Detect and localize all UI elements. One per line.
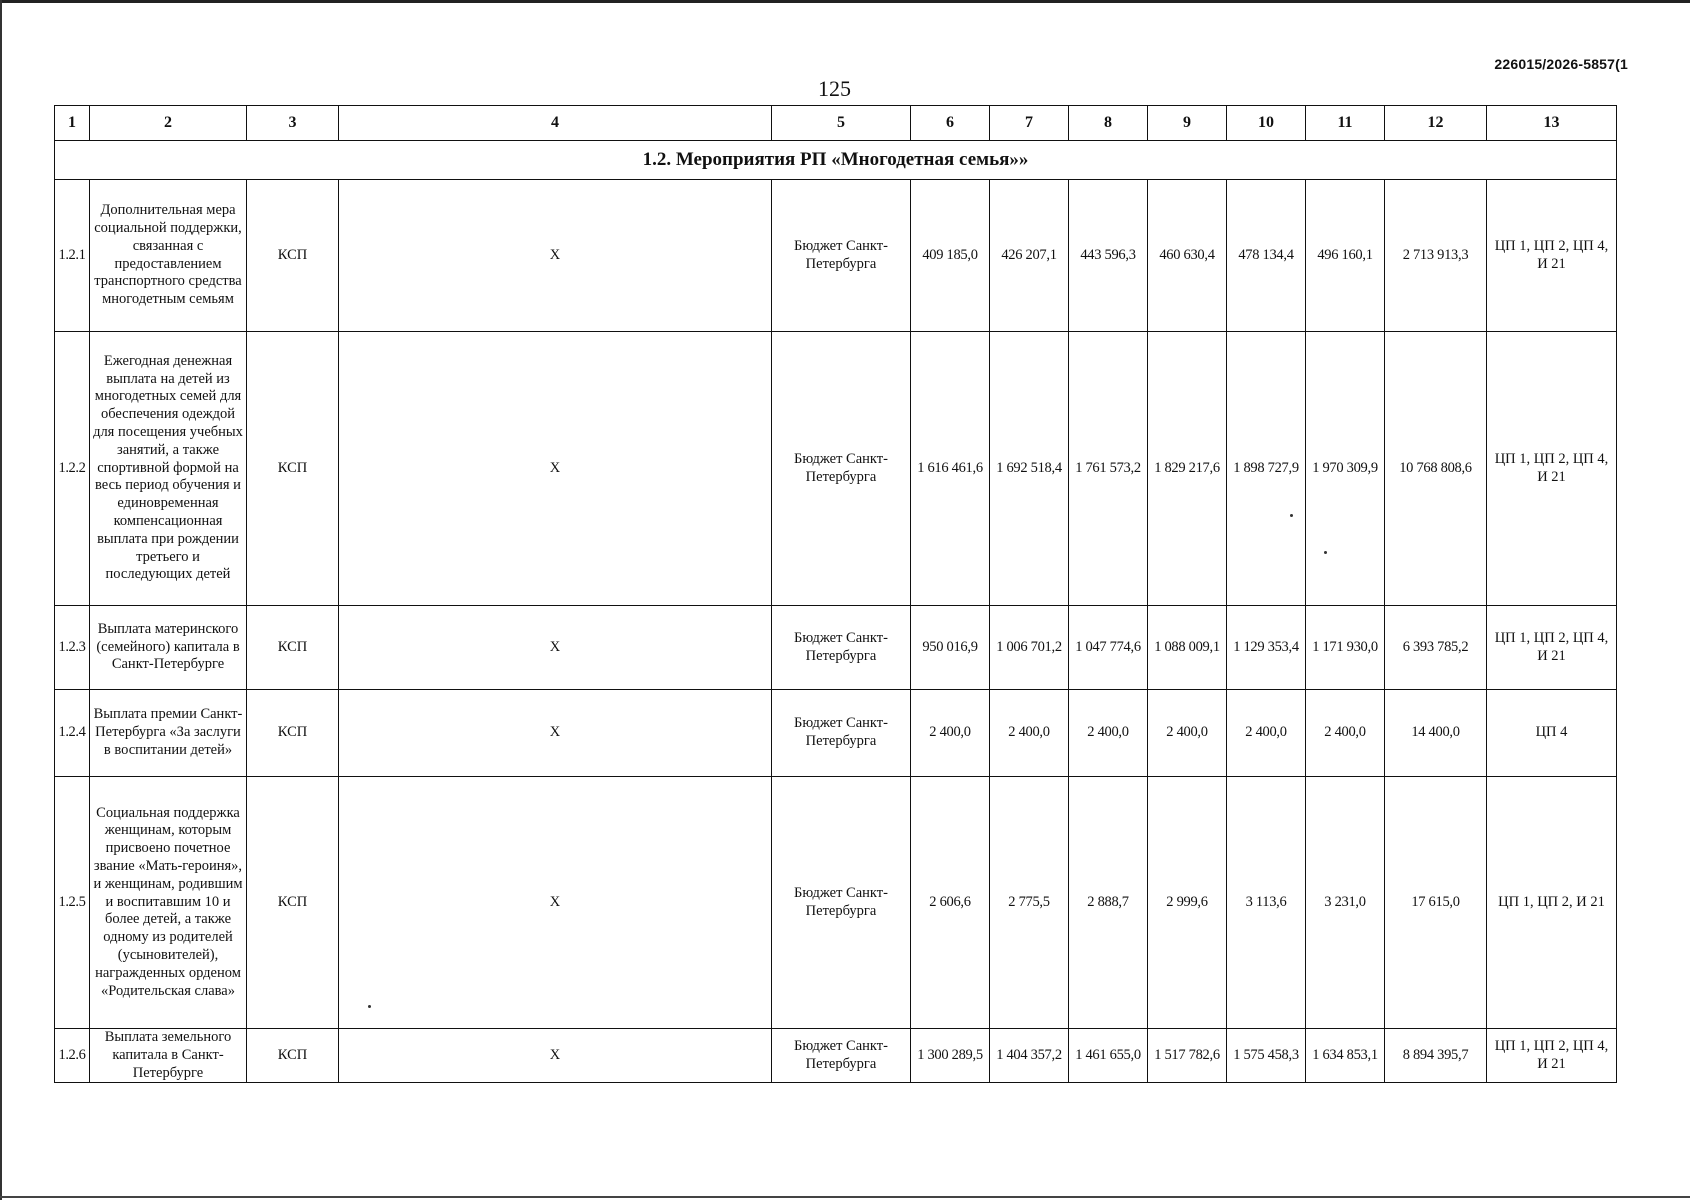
table-row [55,332,1617,606]
row-value: 2 400,0 [990,690,1069,777]
table-row [55,180,1617,332]
row-value: 443 596,3 [1069,180,1148,332]
row-source: Бюджет Санкт-Петербурга [772,1029,911,1083]
row-value: 1 761 573,2 [1069,332,1148,606]
row-total: 14 400,0 [1385,690,1487,777]
column-header: 11 [1306,106,1385,141]
row-value: 1 616 461,6 [911,332,990,606]
row-value: 3 231,0 [1306,777,1385,1029]
section-title: 1.2. Мероприятия РП «Многодетная семья»» [55,141,1617,180]
row-value: 1 171 930,0 [1306,606,1385,690]
row-value: 1 047 774,6 [1069,606,1148,690]
row-executor: КСП [247,777,339,1029]
column-header: 10 [1227,106,1306,141]
row-name: Дополнительная мера социальной поддержки, связанная с предоставлением транспортного средства многодетным семьям [90,180,247,332]
row-value: 2 606,6 [911,777,990,1029]
row-value: 2 400,0 [1227,690,1306,777]
table-row [55,777,1617,1029]
page-number: 125 [818,76,851,101]
row-value: 2 888,7 [1069,777,1148,1029]
program-table [54,105,1617,1083]
row-value: 2 400,0 [1306,690,1385,777]
scan-top-border [0,0,1690,3]
row-value: 478 134,4 [1227,180,1306,332]
row-value: 460 630,4 [1148,180,1227,332]
row-value: 1 692 518,4 [990,332,1069,606]
row-col4: X [339,332,772,606]
row-source: Бюджет Санкт-Петербурга [772,332,911,606]
row-targets: ЦП 1, ЦП 2, И 21 [1487,777,1617,1029]
row-targets: ЦП 1, ЦП 2, ЦП 4, И 21 [1487,180,1617,332]
row-value: 1 129 353,4 [1227,606,1306,690]
row-targets: ЦП 1, ЦП 2, ЦП 4, И 21 [1487,332,1617,606]
column-header: 13 [1487,106,1617,141]
column-header: 6 [911,106,990,141]
row-total: 2 713 913,3 [1385,180,1487,332]
scan-bottom-border [0,1196,1690,1198]
row-total: 6 393 785,2 [1385,606,1487,690]
row-index: 1.2.6 [55,1029,90,1083]
row-executor: КСП [247,180,339,332]
scan-speck [1324,551,1327,554]
row-value: 2 775,5 [990,777,1069,1029]
row-value: 2 400,0 [1148,690,1227,777]
row-value: 409 185,0 [911,180,990,332]
table-row [55,1029,1617,1083]
column-header-row [55,106,1617,141]
row-executor: КСП [247,690,339,777]
row-total: 10 768 808,6 [1385,332,1487,606]
row-targets: ЦП 1, ЦП 2, ЦП 4, И 21 [1487,1029,1617,1083]
row-value: 2 999,6 [1148,777,1227,1029]
column-header: 9 [1148,106,1227,141]
row-value: 1 404 357,2 [990,1029,1069,1083]
row-value: 950 016,9 [911,606,990,690]
row-index: 1.2.4 [55,690,90,777]
row-name: Выплата земельного капитала в Санкт-Петербурге [90,1029,247,1083]
row-col4: X [339,690,772,777]
row-index: 1.2.5 [55,777,90,1029]
scan-left-border [0,0,2,1200]
row-executor: КСП [247,332,339,606]
row-value: 2 400,0 [911,690,990,777]
row-value: 1 575 458,3 [1227,1029,1306,1083]
row-source: Бюджет Санкт-Петербурга [772,180,911,332]
row-index: 1.2.2 [55,332,90,606]
column-header: 1 [55,106,90,141]
section-title-row [55,141,1617,180]
row-value: 1 088 009,1 [1148,606,1227,690]
row-value: 1 829 217,6 [1148,332,1227,606]
row-index: 1.2.3 [55,606,90,690]
column-header: 7 [990,106,1069,141]
row-value: 1 300 289,5 [911,1029,990,1083]
column-header: 4 [339,106,772,141]
row-source: Бюджет Санкт-Петербурга [772,606,911,690]
row-value: 2 400,0 [1069,690,1148,777]
table-row [55,606,1617,690]
row-value: 1 898 727,9 [1227,332,1306,606]
row-name: Ежегодная денежная выплата на детей из многодетных семей для обеспечения одеждой для посещения учебных занятий, а также спортивной формой на весь период обучения и единовременная компенсационная выплата при рождении третьего и последующих детей [90,332,247,606]
row-total: 17 615,0 [1385,777,1487,1029]
row-total: 8 894 395,7 [1385,1029,1487,1083]
row-value: 1 006 701,2 [990,606,1069,690]
row-executor: КСП [247,606,339,690]
row-value: 3 113,6 [1227,777,1306,1029]
row-targets: ЦП 4 [1487,690,1617,777]
row-value: 1 970 309,9 [1306,332,1385,606]
row-executor: КСП [247,1029,339,1083]
row-name: Выплата премии Санкт-Петербурга «За заслуги в воспитании детей» [90,690,247,777]
row-value: 426 207,1 [990,180,1069,332]
row-name: Социальная поддержка женщинам, которым присвоено почетное звание «Мать-героиня», и женщинам, родившим и воспитавшим 10 и более детей, а также одному из родителей (усыновителей), награжденных орденом «Родительская слава» [90,777,247,1029]
row-value: 496 160,1 [1306,180,1385,332]
row-index: 1.2.1 [55,180,90,332]
column-header: 5 [772,106,911,141]
row-col4: X [339,1029,772,1083]
row-name: Выплата материнского (семейного) капитала в Санкт-Петербурге [90,606,247,690]
row-value: 1 461 655,0 [1069,1029,1148,1083]
column-header: 3 [247,106,339,141]
row-source: Бюджет Санкт-Петербурга [772,777,911,1029]
row-source: Бюджет Санкт-Петербурга [772,690,911,777]
column-header: 12 [1385,106,1487,141]
scan-speck [368,1005,371,1008]
row-targets: ЦП 1, ЦП 2, ЦП 4, И 21 [1487,606,1617,690]
row-value: 1 517 782,6 [1148,1029,1227,1083]
row-value: 1 634 853,1 [1306,1029,1385,1083]
column-header: 2 [90,106,247,141]
table-row [55,690,1617,777]
row-col4: X [339,180,772,332]
scan-speck [1290,514,1293,517]
column-header: 8 [1069,106,1148,141]
registration-number: 226015/2026-5857(1 [1494,56,1628,72]
row-col4: X [339,777,772,1029]
row-col4: X [339,606,772,690]
